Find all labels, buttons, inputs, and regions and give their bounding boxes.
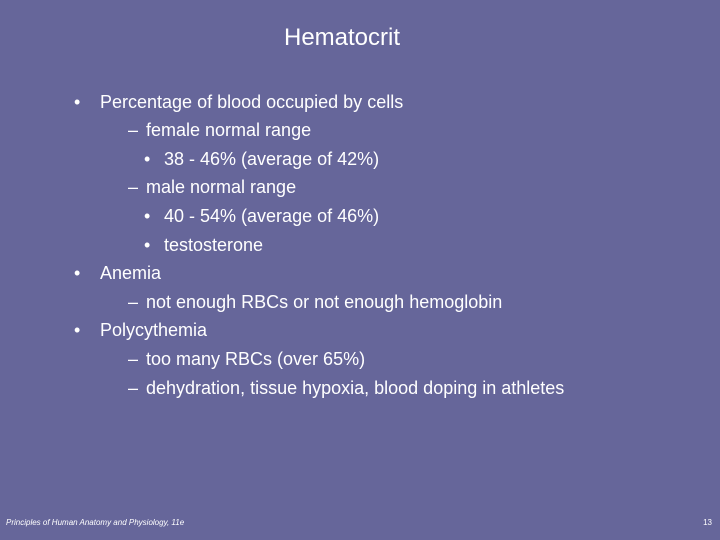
bullet-text: Anemia <box>100 263 162 283</box>
sub-sub-bullet-item <box>144 234 263 256</box>
bullet-item <box>74 91 403 113</box>
sub-sub-bullet-text: testosterone <box>164 235 264 255</box>
sub-sub-bullet-text: 40 - 54% (average of 46%) <box>164 206 380 226</box>
bullet-text: Percentage of blood occupied by cells <box>100 92 404 112</box>
sub-bullet-item <box>128 348 365 370</box>
sub-bullet-text: dehydration, tissue hypoxia, blood doping in athletes <box>146 378 565 398</box>
sub-sub-bullet-item <box>144 205 379 227</box>
sub-bullet-text: too many RBCs (over 65%) <box>146 349 366 369</box>
bullet-item <box>74 262 161 284</box>
sub-bullet-item <box>128 291 502 313</box>
bullet-marker: • <box>144 149 151 169</box>
sub-bullet-text: male normal range <box>146 177 297 197</box>
bullet-item <box>74 319 207 341</box>
footer-source: Principles of Human Anatomy and Physiology, 11e <box>6 518 185 527</box>
sub-bullet-text: not enough RBCs or not enough hemoglobin <box>146 292 503 312</box>
sub-sub-bullet-text: 38 - 46% (average of 42%) <box>164 149 380 169</box>
sub-bullet-item <box>128 176 296 198</box>
bullet-marker: • <box>74 92 81 112</box>
dash-marker: – <box>128 177 139 197</box>
dash-marker: – <box>128 292 139 312</box>
slide-title: Hematocrit <box>283 24 401 51</box>
sub-sub-bullet-item <box>144 148 379 170</box>
dash-marker: – <box>128 120 139 140</box>
dash-marker: – <box>128 378 139 398</box>
bullet-marker: • <box>144 206 151 226</box>
page-number: 13 <box>703 518 712 527</box>
bullet-marker: • <box>74 263 81 283</box>
dash-marker: – <box>128 349 139 369</box>
bullet-text: Polycythemia <box>100 320 208 340</box>
sub-bullet-item <box>128 119 311 141</box>
bullet-marker: • <box>74 320 81 340</box>
sub-bullet-item <box>128 377 564 399</box>
bullet-marker: • <box>144 235 151 255</box>
sub-bullet-text: female normal range <box>146 120 312 140</box>
